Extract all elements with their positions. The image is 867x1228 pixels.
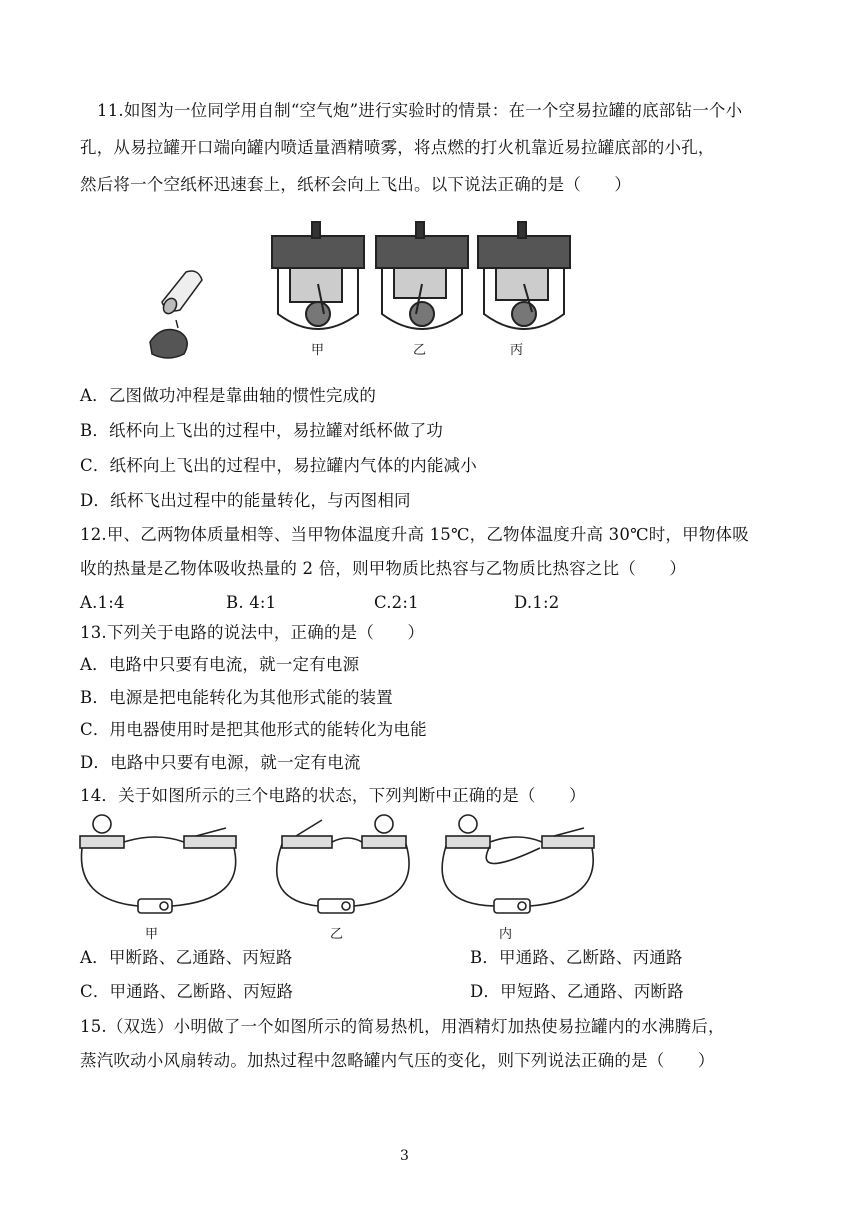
q14-caption-bing: 内 <box>499 927 513 942</box>
q14-caption-yi: 乙 <box>330 927 344 942</box>
q12-stem-line2: 收的热量是乙物体吸收热量的 2 倍，则甲物质比热容与乙物质比热容之比（ ） <box>80 559 687 578</box>
q13-stem: 13.下列关于电路的说法中，正确的是（ ） <box>80 623 425 642</box>
q14-option-c: C．甲通路、乙断路、丙短路 <box>80 982 294 1001</box>
page-number: 3 <box>400 1148 409 1164</box>
q14-option-d: D．甲短路、乙通路、丙断路 <box>470 982 684 1001</box>
q12-option-c: C.2:1 <box>374 593 419 612</box>
q11-stem-line3: 然后将一个空纸杯迅速套上，纸杯会向上飞出。以下说法正确的是（ ） <box>80 175 632 194</box>
q14-caption-jia: 甲 <box>145 927 159 942</box>
q13-option-d: D．电路中只要有电源，就一定有电流 <box>80 753 361 772</box>
q12-stem-line1: 12.甲、乙两物体质量相等、当甲物体温度升高 15℃，乙物体温度升高 30℃时，甲物体吸 <box>80 525 749 544</box>
q11-option-b: B．纸杯向上飞出的过程中，易拉罐对纸杯做了功 <box>80 421 444 440</box>
q14-stem: 14．关于如图所示的三个电路的状态，下列判断中正确的是（ ） <box>80 786 586 805</box>
q13-option-c: C．用电器使用时是把其他形式的能转化为电能 <box>80 720 427 739</box>
three-circuits-figure <box>76 810 606 926</box>
q13-option-b: B．电源是把电能转化为其他形式能的装置 <box>80 688 393 707</box>
q15-stem-line1: 15.（双选）小明做了一个如图所示的简易热机，用酒精灯加热使易拉罐内的水沸腾后， <box>80 1017 725 1036</box>
q15-stem-line2: 蒸汽吹动小风扇转动。加热过程中忽略罐内气压的变化，则下列说法正确的是（ ） <box>80 1051 715 1070</box>
q11-option-c: C．纸杯向上飞出的过程中，易拉罐内气体的内能减小 <box>80 456 477 475</box>
q11-option-a: A．乙图做功冲程是靠曲轴的惯性完成的 <box>80 386 377 405</box>
q12-option-b: B. 4:1 <box>226 593 277 612</box>
q12-option-d: D.1:2 <box>514 593 560 612</box>
q11-option-d: D．纸杯飞出过程中的能量转化，与丙图相同 <box>80 491 411 510</box>
q11-caption-jia: 甲 <box>311 343 325 358</box>
q12-option-a: A.1:4 <box>80 593 125 612</box>
q11-caption-bing: 丙 <box>510 343 524 358</box>
q13-option-a: A．电路中只要有电流，就一定有电源 <box>80 655 360 674</box>
q11-caption-yi: 乙 <box>413 343 427 358</box>
engine-strokes-figure <box>268 214 580 346</box>
q11-stem-line2: 孔，从易拉罐开口端向罐内喷适量酒精喷雾，将点燃的打火机靠近易拉罐底部的小孔， <box>80 138 715 157</box>
air-cannon-figure <box>140 262 220 362</box>
q14-option-a: A．甲断路、乙通路、丙短路 <box>80 948 293 967</box>
q14-option-b: B．甲通路、乙断路、丙通路 <box>470 948 683 967</box>
q11-stem-line1: 11.如图为一位同学用自制“空气炮”进行实验时的情景：在一个空易拉罐的底部钻一个小 <box>97 101 743 120</box>
